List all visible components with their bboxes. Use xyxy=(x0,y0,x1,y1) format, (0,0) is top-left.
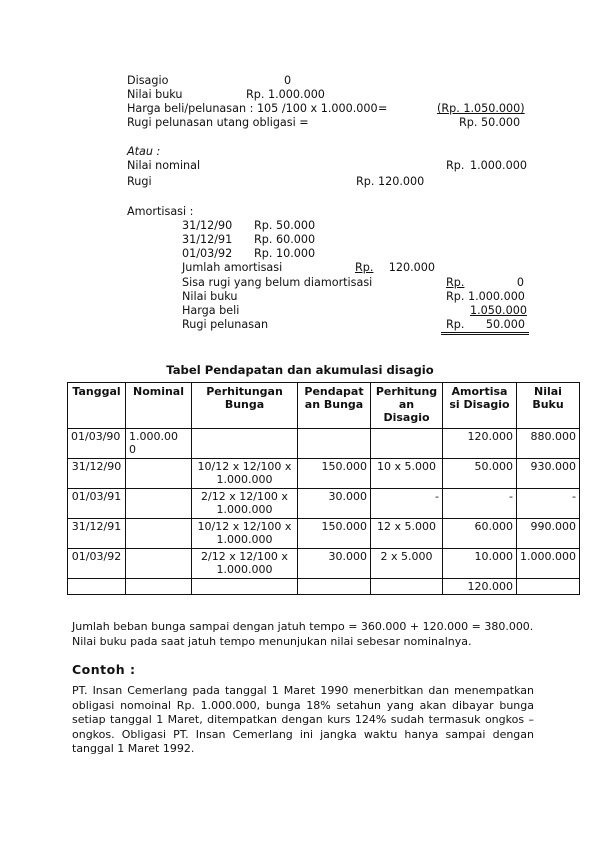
cell-tanggal: 01/03/90 xyxy=(68,429,126,459)
table-row xyxy=(68,429,580,459)
cell-pendapatan-bunga xyxy=(298,429,371,459)
cell-perhitungan-bunga: 10/12 x 12/100 x 1.000.000 xyxy=(192,519,298,549)
cell-amortisasi-disagio: 50.000 xyxy=(443,459,517,489)
rugi-pelunasan-value: Rp. 50.000 xyxy=(459,116,521,129)
cell-perhitungan-disagio: 2 x 5.000 xyxy=(371,549,443,579)
cell-pendapatan-bunga: 30.000 xyxy=(298,489,371,519)
cell-perhitungan-disagio: - xyxy=(371,489,443,519)
contoh-heading: Contoh : xyxy=(72,662,136,677)
cell-tanggal: 01/03/91 xyxy=(68,489,126,519)
nilai-nominal-label: Nilai nominal xyxy=(127,159,201,172)
cell-tanggal: 01/03/92 xyxy=(68,549,126,579)
note-line-2: Nilai buku pada saat jatuh tempo menunjukan nilai sebesar nominalnya. xyxy=(72,635,472,648)
amortisasi-date-2: 31/12/91 xyxy=(182,233,233,246)
table-header-row xyxy=(68,383,580,429)
harga-beli-value: (Rp. 1.050.000) xyxy=(437,102,525,115)
atau-rugi-label: Rugi xyxy=(127,175,152,188)
header-pendapatan-bunga: Pendapat an Bunga xyxy=(298,383,371,429)
disagio-value: 0 xyxy=(284,74,292,87)
rugi-pelunasan-label: Rugi pelunasan utang obligasi = xyxy=(127,116,309,129)
harga-beli-eq: = xyxy=(378,102,388,115)
amortisasi-value-2: Rp. 60.000 xyxy=(254,233,316,246)
amortisasi-value-3: Rp. 10.000 xyxy=(254,247,316,260)
header-nilai-buku: Nilai Buku xyxy=(517,383,580,429)
amortisasi-date-1: 31/12/90 xyxy=(182,219,233,232)
table-row xyxy=(68,519,580,549)
amortisasi-rugi-rp: Rp. xyxy=(446,318,465,331)
table-row xyxy=(68,489,580,519)
amortisasi-nilai-buku-value: Rp. 1.000.000 xyxy=(446,290,525,303)
cell-amortisasi-disagio: 10.000 xyxy=(443,549,517,579)
cell-nilai-buku: - xyxy=(517,489,580,519)
cell-perhitungan-bunga xyxy=(192,579,298,595)
sisa-rugi-label: Sisa rugi yang belum diamortisasi xyxy=(182,276,373,289)
nilai-nominal-value: 1.000.000 xyxy=(470,159,527,172)
header-tanggal: Tanggal xyxy=(68,383,126,429)
header-perhitungan-bunga: Perhitungan Bunga xyxy=(192,383,298,429)
table-total-row xyxy=(68,579,580,595)
jumlah-amortisasi-amount xyxy=(355,261,435,275)
cell-nominal xyxy=(126,519,192,549)
cell-perhitungan-bunga: 10/12 x 12/100 x 1.000.000 xyxy=(192,459,298,489)
table-title: Tabel Pendapatan dan akumulasi disagio xyxy=(166,363,434,377)
amortisasi-nilai-buku-label: Nilai buku xyxy=(182,290,238,303)
amortisasi-heading: Amortisasi : xyxy=(127,205,194,218)
sisa-rugi-amount xyxy=(446,276,524,290)
header-perhitungan-disagio: Perhitung an Disagio xyxy=(371,383,443,429)
cell-amortisasi-disagio: 60.000 xyxy=(443,519,517,549)
cell-nilai-buku: 880.000 xyxy=(517,429,580,459)
jumlah-amortisasi-label: Jumlah amortisasi xyxy=(182,261,283,274)
cell-pendapatan-bunga: 150.000 xyxy=(298,519,371,549)
cell-nominal xyxy=(126,549,192,579)
cell-nominal: 1.000.00 0 xyxy=(126,429,192,459)
note-line-1: Jumlah beban bunga sampai dengan jatuh tempo = 360.000 + 120.000 = 380.000. xyxy=(72,620,534,633)
header-nominal: Nominal xyxy=(126,383,192,429)
amortisasi-table xyxy=(67,382,580,595)
amortisasi-value-1: Rp. 50.000 xyxy=(254,219,316,232)
cell-nilai-buku xyxy=(517,579,580,595)
cell-perhitungan-bunga xyxy=(192,429,298,459)
amortisasi-date-3: 01/03/92 xyxy=(182,247,233,260)
cell-nilai-buku: 1.000.000 xyxy=(517,549,580,579)
cell-tanggal xyxy=(68,579,126,595)
amortisasi-rugi-amount xyxy=(441,318,529,335)
cell-nilai-buku: 990.000 xyxy=(517,519,580,549)
cell-amortisasi-disagio: 120.000 xyxy=(443,429,517,459)
atau-heading: Atau : xyxy=(127,145,161,158)
sisa-rugi-value: 0 xyxy=(516,276,524,289)
cell-nilai-buku: 930.000 xyxy=(517,459,580,489)
cell-nominal xyxy=(126,459,192,489)
jumlah-amortisasi-rp: Rp. xyxy=(355,261,374,274)
table-row xyxy=(68,549,580,579)
cell-perhitungan-bunga: 2/12 x 12/100 x 1.000.000 xyxy=(192,489,298,519)
nilai-nominal-rp: Rp. xyxy=(446,159,465,172)
cell-perhitungan-disagio xyxy=(371,429,443,459)
cell-amortisasi-disagio: - xyxy=(443,489,517,519)
amortisasi-rugi-value: 50.000 xyxy=(485,318,525,331)
table-row xyxy=(68,459,580,489)
sisa-rugi-rp: Rp. xyxy=(446,276,465,289)
cell-perhitungan-disagio xyxy=(371,579,443,595)
nilai-buku-label: Nilai buku xyxy=(127,88,183,101)
cell-nominal xyxy=(126,489,192,519)
cell-tanggal: 31/12/91 xyxy=(68,519,126,549)
header-amortisasi-disagio: Amortisa si Disagio xyxy=(443,383,517,429)
amortisasi-harga-beli-value: 1.050.000 xyxy=(470,304,527,317)
cell-tanggal: 31/12/90 xyxy=(68,459,126,489)
cell-pendapatan-bunga: 150.000 xyxy=(298,459,371,489)
cell-pendapatan-bunga xyxy=(298,579,371,595)
nilai-buku-value: Rp. 1.000.000 xyxy=(246,88,325,101)
cell-amortisasi-total: 120.000 xyxy=(443,579,517,595)
amortisasi-rugi-label: Rugi pelunasan xyxy=(182,318,269,331)
cell-nominal xyxy=(126,579,192,595)
harga-beli-label: Harga beli/pelunasan : 105 /100 x 1.000.000 xyxy=(127,102,378,115)
jumlah-amortisasi-value: 120.000 xyxy=(388,261,435,274)
contoh-paragraph: PT. Insan Cemerlang pada tanggal 1 Maret 1990 menerbitkan dan menempatkan obligasi nomoinal Rp. 1.000.000, bunga 18% setahun yang akan dibayar bunga setiap tanggal 1 Maret, ditempatkan dengan kurs 124% sudah termasuk ongkos – ongkos. Obligasi PT. Insan Cemerlang ini jangka waktu hanya sampai dengan tanggal 1 Maret 1992. xyxy=(72,684,534,756)
cell-pendapatan-bunga: 30.000 xyxy=(298,549,371,579)
amortisasi-harga-beli-label: Harga beli xyxy=(182,304,240,317)
disagio-label: Disagio xyxy=(127,74,169,87)
cell-perhitungan-bunga: 2/12 x 12/100 x 1.000.000 xyxy=(192,549,298,579)
atau-rugi-value: Rp. 120.000 xyxy=(356,175,425,188)
cell-perhitungan-disagio: 12 x 5.000 xyxy=(371,519,443,549)
cell-perhitungan-disagio: 10 x 5.000 xyxy=(371,459,443,489)
